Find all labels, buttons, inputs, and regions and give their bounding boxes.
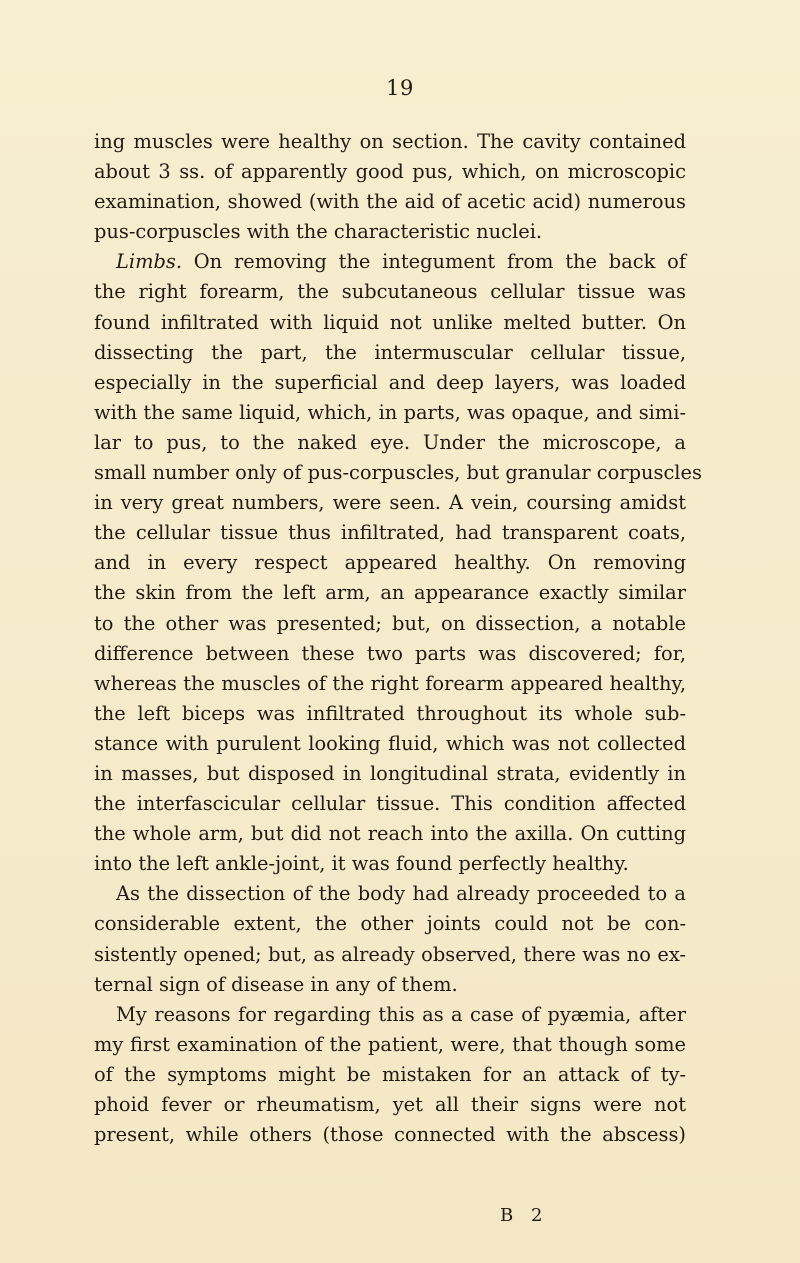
text-line: of the symptoms might be mistaken for an attack of ty-: [94, 1062, 686, 1086]
text-line: present, while others (those connected with the abscess): [94, 1123, 686, 1147]
text-line: stance with purulent looking fluid, which was not collected: [94, 731, 686, 755]
text-line: the cellular tissue thus infiltrated, had transparent coats,: [94, 521, 686, 545]
paragraph-2: [94, 247, 702, 879]
text-line: the whole arm, but did not reach into the axilla. On cutting: [94, 822, 686, 846]
text-line: especially in the superficial and deep layers, was loaded: [94, 370, 686, 394]
text-line: ternal sign of disease in any of them.: [94, 972, 458, 996]
text-line: my first examination of the patient, were, that though some: [94, 1032, 686, 1056]
paragraph-1: [94, 127, 686, 247]
text-line: sistently opened; but, as already observed, there was no ex-: [94, 942, 686, 966]
text-line: examination, showed (with the aid of acetic acid) numerous: [94, 190, 686, 214]
text-line: and in every respect appeared healthy. On removing: [94, 551, 686, 575]
text-line: found infiltrated with liquid not unlike melted butter. On: [94, 310, 686, 334]
text-line: difference between these two parts was discovered; for,: [94, 641, 686, 665]
text-line: dissecting the part, the intermuscular cellular tissue,: [94, 340, 686, 364]
text-line: into the left ankle-joint, it was found perfectly healthy.: [94, 852, 629, 876]
text-line: As the dissection of the body had already proceeded to a: [116, 882, 686, 906]
text-line: ing muscles were healthy on section. The cavity contained: [94, 130, 686, 153]
text-line: to the other was presented; but, on dissection, a notable: [94, 611, 686, 635]
signature-mark: B 2: [500, 1205, 549, 1226]
page-number: 19: [386, 76, 414, 100]
text-line: about 3 ss. of apparently good pus, which, on microscopic: [94, 160, 686, 184]
paragraph-4: [94, 1000, 686, 1150]
text-line-rest: On removing the integument from the back of: [182, 250, 686, 274]
text-line: the skin from the left arm, an appearance exactly similar: [94, 581, 686, 605]
text-line: pus-corpuscles with the characteristic nuclei.: [94, 220, 543, 244]
text-line: [94, 247, 686, 277]
section-heading-italic: Limbs.: [116, 250, 182, 274]
text-line: in masses, but disposed in longitudinal strata, evidently in: [94, 761, 686, 785]
paragraph-3: [94, 879, 686, 999]
text-line: the left biceps was infiltrated throughout its whole sub-: [94, 701, 686, 725]
body-text: [94, 127, 702, 1150]
text-line: with the same liquid, which, in parts, was opaque, and simi-: [94, 400, 686, 424]
text-line: small number only of pus-corpuscles, but granular corpuscles: [94, 461, 702, 485]
text-line: considerable extent, the other joints could not be con-: [94, 912, 686, 936]
text-line: phoid fever or rheumatism, yet all their signs were not: [94, 1093, 686, 1116]
text-line: the right forearm, the subcutaneous cellular tissue was: [94, 280, 686, 304]
text-line: in very great numbers, were seen. A vein, coursing amidst: [94, 491, 686, 515]
text-line: lar to pus, to the naked eye. Under the microscope, a: [94, 430, 686, 454]
text-line: My reasons for regarding this as a case of pyæmia, after: [116, 1002, 686, 1026]
text-line: whereas the muscles of the right forearm appeared healthy,: [94, 671, 686, 695]
text-line: the interfascicular cellular tissue. This condition affected: [94, 792, 686, 816]
